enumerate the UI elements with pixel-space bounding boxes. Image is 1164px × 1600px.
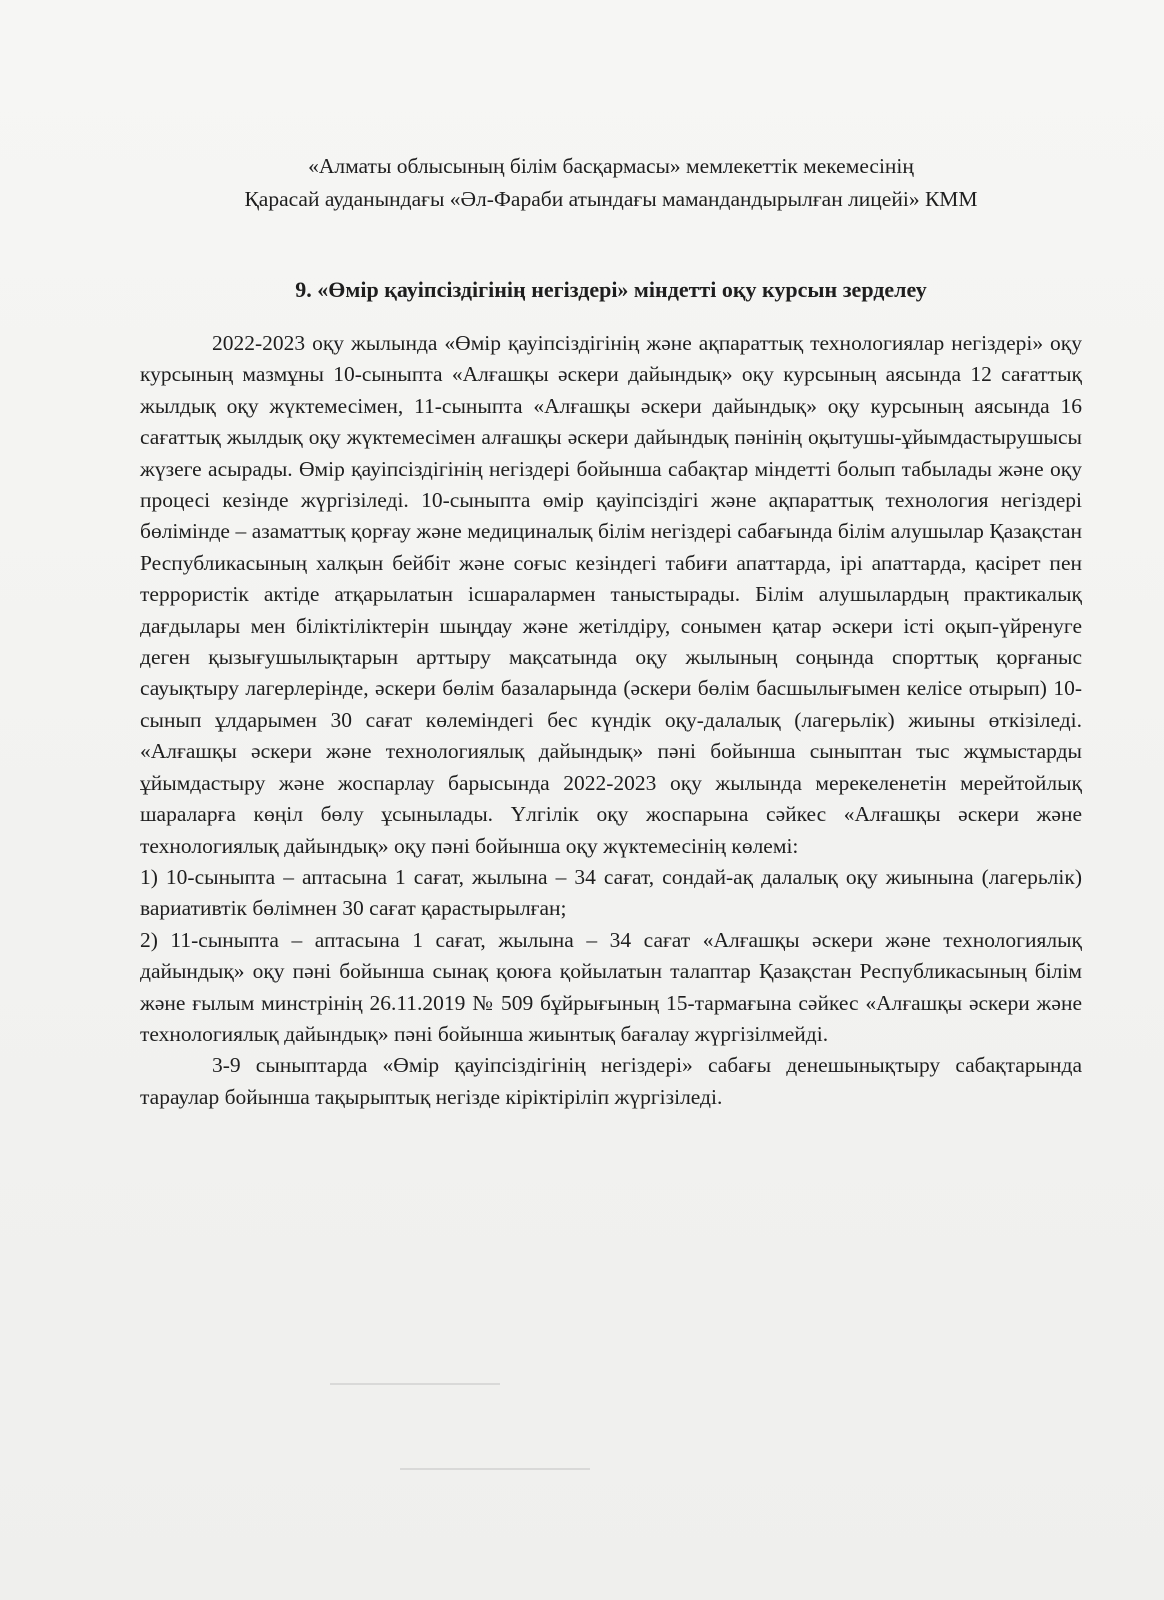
document-header: [140, 150, 1082, 216]
header-line-school: Қарасай ауданындағы «Әл-Фараби атындағы мамандандырылған лицейі» КММ: [244, 187, 978, 211]
paragraph-main: 2022-2023 оқу жылында «Өмір қауіпсіздігінің және ақпараттық технологиялар негіздері» оқу курсының мазмұны 10-сыныпта «Алғашқы әскери дайындық» оқу курсының аясында 12 сағаттық жылдық оқу жүктемесімен, 11-сыныпта «Алғашқы әскери дайындық» оқу курсының аясында 16 сағаттық жылдық оқу жүктемесімен алғашқы әскери дайындық пәнінің оқытушы-ұйымдастырушысы жүзеге асырады. Өмір қауіпсіздігінің негіздері бойынша сабақтар міндетті болып табылады және оқу процесі кезінде жүргізіледі. 10-сыныпта өмір қауіпсіздігі және ақпараттық технология негіздері бөлімінде – азаматтық қорғау және медициналық білім негіздері сабағында білім алушылар Қазақстан Республикасының халқын бейбіт және соғыс кезіндегі табиғи апаттарда, ірі апаттарда, қасірет пен террористік актіде атқарылатын ісшаралармен таныстырады. Білім алушылардың практикалық дағдылары мен біліктіліктерін шыңдау және жетілдіру, сонымен қатар әскери істі оқып-үйренуге деген қызығушылықтарын арттыру мақсатында оқу жылының соңында спорттық қорғаныс сауықтыру лагерлерінде, әскери бөлім базаларында (әскери бөлім басшылығымен келісе отырып) 10-сынып ұлдарымен 30 сағат көлеміндегі бес күндік оқу-далалық (лагерьлік) жиыны өткізіледі. «Алғашқы әскери және технологиялық дайындық» пәні бойынша сыныптан тыс жұмыстарды ұйымдастыру және жоспарлау барысында 2022-2023 оқу жылында мерекеленетін мерейтойлық шараларға көңіл бөлу ұсынылады. Үлгілік оқу жоспарына сәйкес «Алғашқы әскери және технологиялық дайындық» оқу пәні бойынша оқу жүктемесінің көлемі:: [140, 331, 1082, 858]
header-line-organization: «Алматы облысының білім басқармасы» мемлекеттік мекемесінің: [308, 154, 914, 178]
list-item-grade-11: 2) 11-сыныпта – аптасына 1 сағат, жылына – 34 сағат «Алғашқы әскери және технологиялық дайындық» оқу пәні бойынша сынақ қоюға қойылатын талаптар Қазақстан Республикасының білім және ғылым минстрінің 26.11.2019 № 509 бұйрығының 15-тармағына сәйкес «Алғашқы әскери және технологиялық дайындық» пәні бойынша жиынтық бағалау жүргізілмейді.: [140, 927, 1082, 1046]
paragraph-grades-3-9: 3-9 сыныптарда «Өмір қауіпсіздігінің негіздері» сабағы денешынықтыру сабақтарында тараулар бойынша тақырыптық негізде кіріктіріліп жүргізіледі.: [140, 1053, 1082, 1109]
list-item-grade-10: 1) 10-сыныпта – аптасына 1 сағат, жылына – 34 сағат, сондай-ақ далалық оқу жиынына (лагерьлік) вариативтік бөлімнен 30 сағат қарастырылған;: [140, 864, 1082, 921]
scan-smudge-mark: [330, 1383, 500, 1385]
section-title: 9. «Өмір қауіпсіздігінің негіздері» міндетті оқу курсын зерделеу: [295, 277, 927, 302]
scan-smudge-mark: [400, 1468, 590, 1470]
document-body: [140, 328, 1082, 1113]
